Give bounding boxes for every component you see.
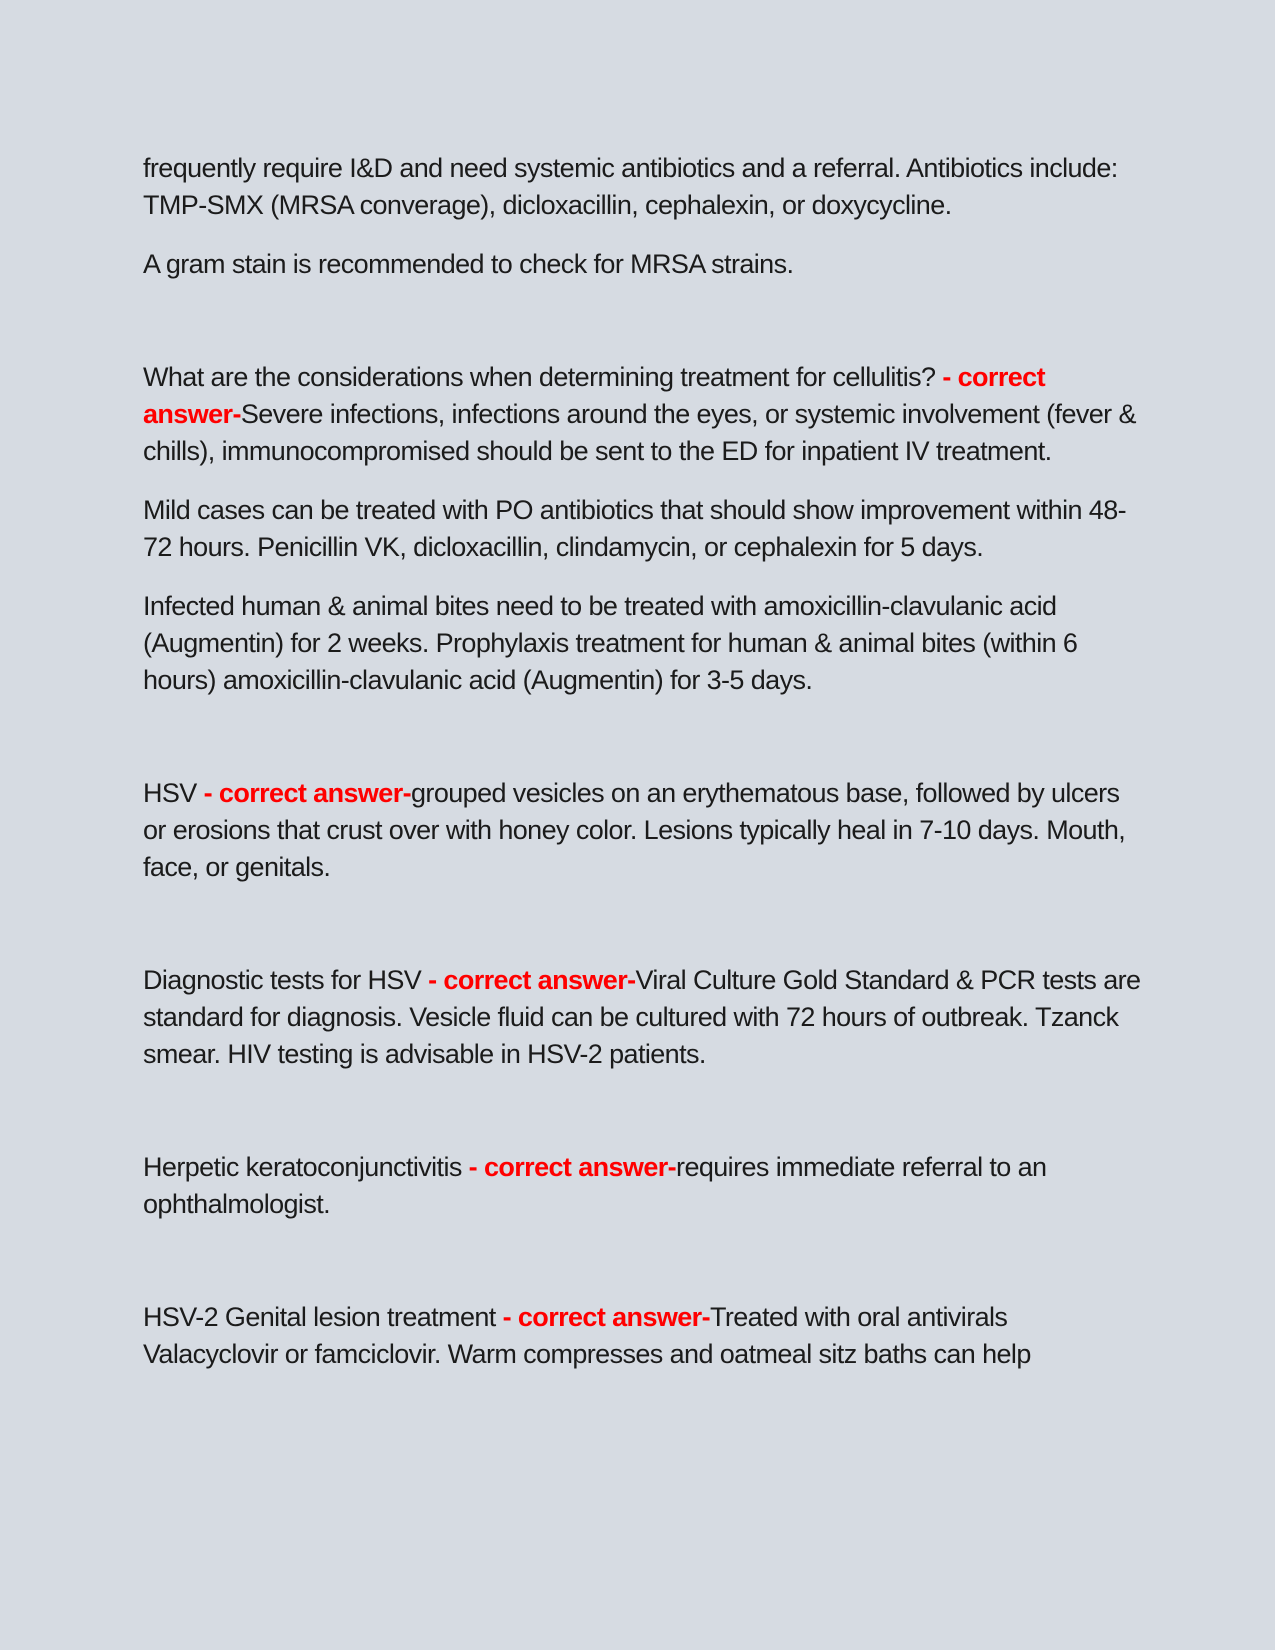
text-run: A gram stain is recommended to check for MRSA strains.: [143, 249, 794, 279]
paragraph-spacer: [143, 721, 1143, 775]
paragraph-spacer: [143, 1245, 1143, 1299]
text-run: Mild cases can be treated with PO antibiotics that should show improvement within 48-72 hours. Penicillin VK, dicloxacillin, clindamycin, or cephalexin for 5 days.: [143, 495, 1127, 562]
correct-answer-marker: - correct answer-: [203, 778, 412, 808]
text-run: grouped vesicles on an erythematous base, followed by ulcers or erosions that crust over with honey color. Lesions typically heal in 7-10 days. Mouth, face, or genitals.: [143, 778, 1126, 882]
document-body: [143, 150, 1143, 1373]
paragraph-spacer: [143, 908, 1143, 962]
text-run: What are the considerations when determining treatment for cellulitis?: [143, 362, 943, 392]
paragraph: [143, 775, 1143, 886]
text-run: frequently require I&D and need systemic antibiotics and a referral. Antibiotics include: TMP-SMX (MRSA converage), dicloxacillin, cephalexin, or doxycycline.: [143, 153, 1118, 220]
correct-answer-marker: - correct answer-: [468, 1152, 677, 1182]
correct-answer-marker: - correct answer-: [143, 362, 1045, 429]
text-run: HSV-2 Genital lesion treatment: [143, 1302, 503, 1332]
text-run: Viral Culture Gold Standard & PCR tests are standard for diagnosis. Vesicle fluid can be cultured with 72 hours of outbreak. Tzanck smear. HIV testing is advisable in HSV-2 patients.: [143, 965, 1141, 1069]
text-run: Herpetic keratoconjunctivitis: [143, 1152, 469, 1182]
paragraph: [143, 962, 1143, 1073]
paragraph: [143, 492, 1143, 566]
paragraph-spacer: [143, 1095, 1143, 1149]
paragraph: [143, 359, 1143, 470]
paragraph-spacer: [143, 305, 1143, 359]
text-run: Diagnostic tests for HSV: [143, 965, 429, 995]
correct-answer-marker: - correct answer-: [502, 1302, 710, 1332]
paragraph: [143, 588, 1143, 699]
correct-answer-marker: - correct answer-: [428, 965, 636, 995]
text-run: requires immediate referral to an ophthalmologist.: [143, 1152, 1047, 1219]
text-run: Severe infections, infections around the eyes, or systemic involvement (fever & chills), immunocompromised should be sent to the ED for inpatient IV treatment.: [143, 399, 1136, 466]
paragraph: [143, 246, 1143, 283]
paragraph: [143, 1299, 1143, 1373]
text-run: HSV: [143, 778, 204, 808]
paragraph: [143, 150, 1143, 224]
text-run: Infected human & animal bites need to be treated with amoxicillin-clavulanic acid (Augmentin) for 2 weeks. Prophylaxis treatment for human & animal bites (within 6 hours) amoxicillin-clavulanic acid (Augmentin) for 3-5 days.: [143, 591, 1078, 695]
paragraph: [143, 1149, 1143, 1223]
text-run: Treated with oral antivirals Valacyclovir or famciclovir. Warm compresses and oatmeal sitz baths can help: [143, 1302, 1031, 1369]
